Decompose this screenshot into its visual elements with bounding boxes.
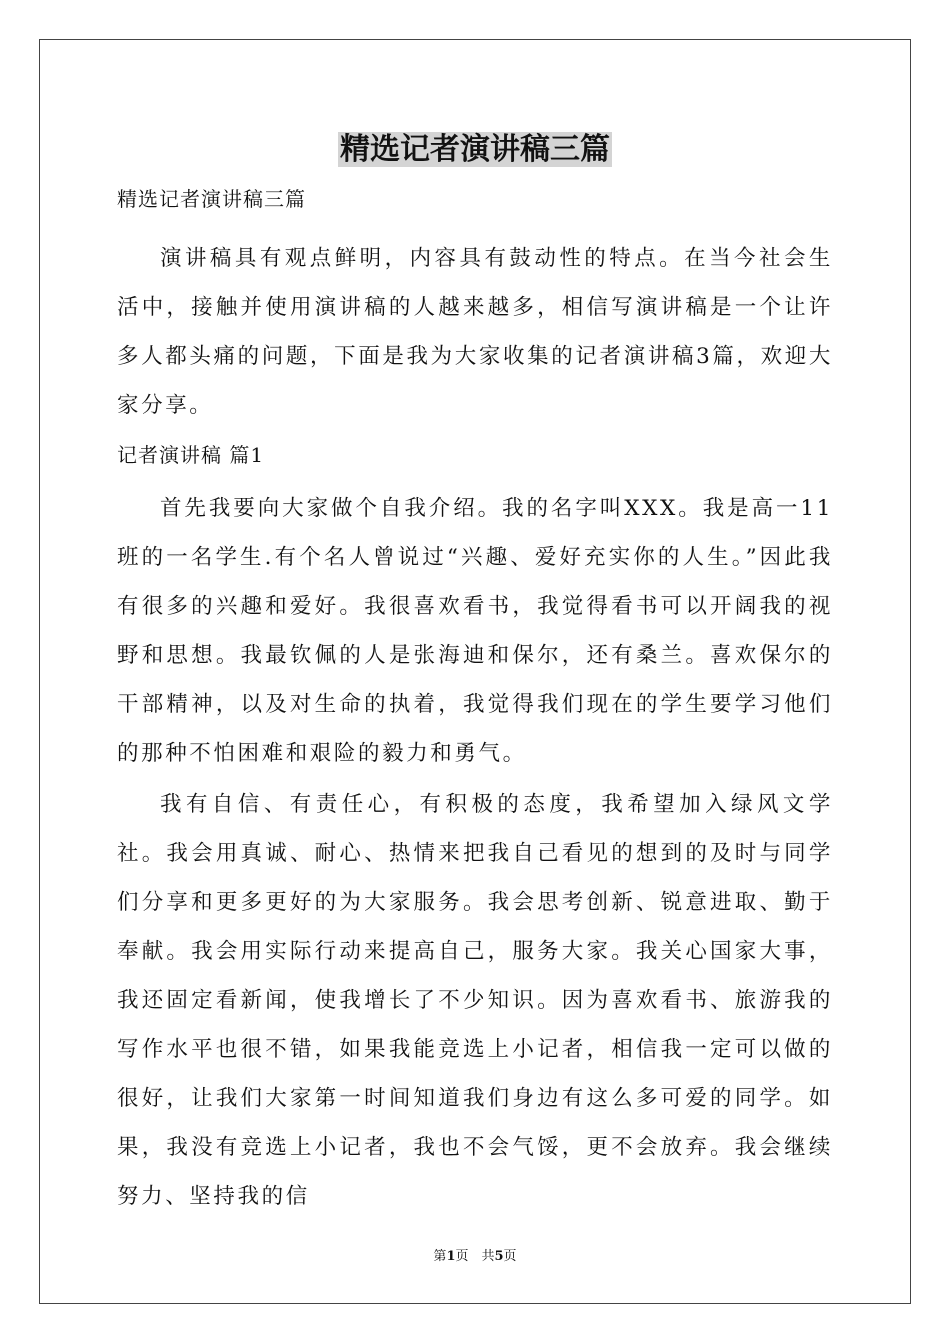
body-paragraph-1: 首先我要向大家做个自我介绍。我的名字叫XXX。我是高一11班的一名学生.有个名人曾说过“兴趣、爱好充实你的人生。”因此我有很多的兴趣和爱好。我很喜欢看书，我觉得看书可以开阔我的视野和思想。我最钦佩的人是张海迪和保尔，还有桑兰。喜欢保尔的干部精神，以及对生命的执着，我觉得我们现在的学生要学习他们的那种不怕困难和艰险的毅力和勇气。: [117, 496, 833, 766]
footer-total-pages: 5: [494, 1249, 504, 1264]
section-heading: 记者演讲稿 篇1: [117, 443, 265, 467]
document-title-text: 精选记者演讲稿三篇: [340, 132, 610, 167]
page-footer: [0, 1248, 950, 1266]
footer-prefix: 第: [433, 1249, 447, 1264]
document-body: [117, 180, 833, 1221]
footer-suffix: 页: [503, 1249, 517, 1264]
document-subtitle: 精选记者演讲稿三篇: [117, 187, 306, 211]
footer-current-page: 1: [446, 1249, 456, 1264]
intro-paragraph: 演讲稿具有观点鲜明，内容具有鼓动性的特点。在当今社会生活中，接触并使用演讲稿的人越来越多，相信写演讲稿是一个让许多人都头痛的问题，下面是我为大家收集的记者演讲稿3篇，欢迎大家分享。: [117, 246, 833, 418]
body-paragraph-2: 我有自信、有责任心，有积极的态度，我希望加入绿风文学社。我会用真诚、耐心、热情来把我自己看见的想到的及时与同学们分享和更多更好的为大家服务。我会思考创新、锐意进取、勤于奉献。我会用实际行动来提高自己，服务大家。我关心国家大事，我还固定看新闻，使我增长了不少知识。因为喜欢看书、旅游我的写作水平也很不错，如果我能竞选上小记者，相信我一定可以做的很好，让我们大家第一时间知道我们身边有这么多可爱的同学。如果，我没有竞选上小记者，我也不会气馁，更不会放弃。我会继续努力、坚持我的信: [117, 792, 833, 1209]
document-title: [0, 128, 950, 172]
footer-mid: 页 共: [455, 1249, 495, 1264]
